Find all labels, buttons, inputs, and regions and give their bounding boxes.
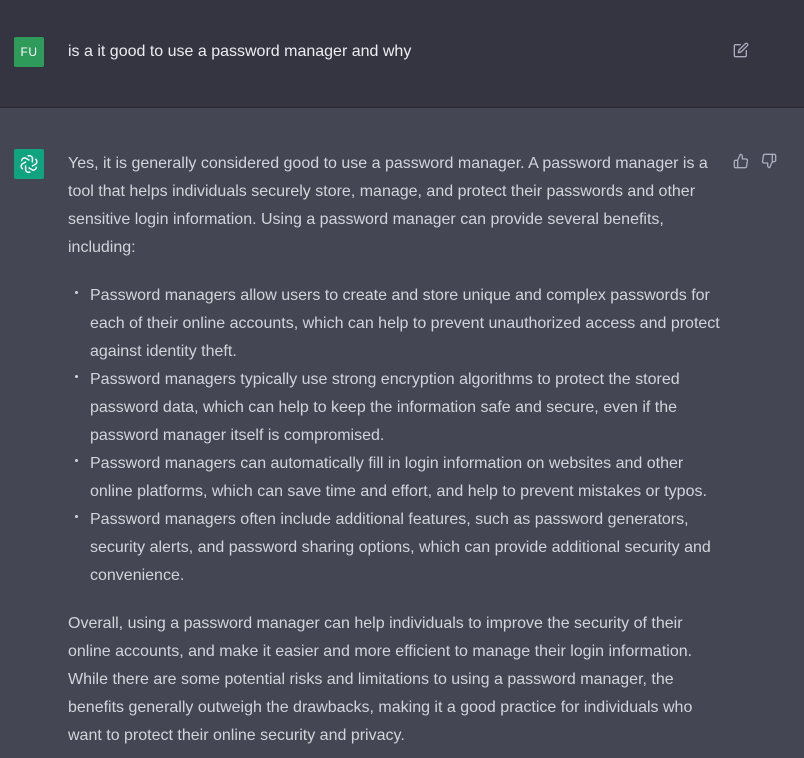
edit-message-button[interactable] — [731, 40, 751, 60]
user-avatar: FU — [14, 37, 44, 67]
user-message-row — [0, 0, 804, 108]
edit-icon — [733, 42, 749, 58]
thumbs-up-button[interactable] — [731, 151, 751, 171]
assistant-message-content — [68, 150, 724, 750]
list-item: Password managers can automatically fill in login information on websites and other online platforms, which can save time and effort, and help to prevent mistakes or typos. — [90, 450, 724, 506]
thumbs-down-icon — [761, 153, 777, 169]
list-item: Password managers allow users to create and store unique and complex passwords for each of their online accounts, which can help to prevent unauthorized access and protect against identity theft. — [90, 282, 724, 366]
thumbs-down-button[interactable] — [759, 151, 779, 171]
assistant-message-row — [0, 108, 804, 758]
list-item: Password managers typically use strong encryption algorithms to protect the stored password data, which can help to keep the information safe and secure, even if the password manager itself is compromised. — [90, 366, 724, 450]
assistant-avatar — [14, 149, 44, 179]
thumbs-up-icon — [733, 153, 749, 169]
answer-intro: Yes, it is generally considered good to use a password manager. A password manager is a tool that helps individuals securely store, manage, and protect their passwords and other sensitive login information. Using a password manager can provide several benefits, including: — [68, 155, 708, 256]
answer-conclusion: Overall, using a password manager can help individuals to improve the security of their online accounts, and make it easier and more efficient to manage their login information. While there are some potential risks and limitations to using a password manager, the benefits generally outweigh the drawbacks, making it a good practice for individuals who want to protect their online security and privacy. — [68, 615, 693, 744]
list-item: Password managers often include additional features, such as password generators, security alerts, and password sharing options, which can provide additional security and convenience. — [90, 506, 724, 590]
openai-logo-icon — [18, 153, 40, 175]
user-message-text: is a it good to use a password manager and why — [68, 43, 412, 60]
benefits-list — [68, 282, 724, 590]
